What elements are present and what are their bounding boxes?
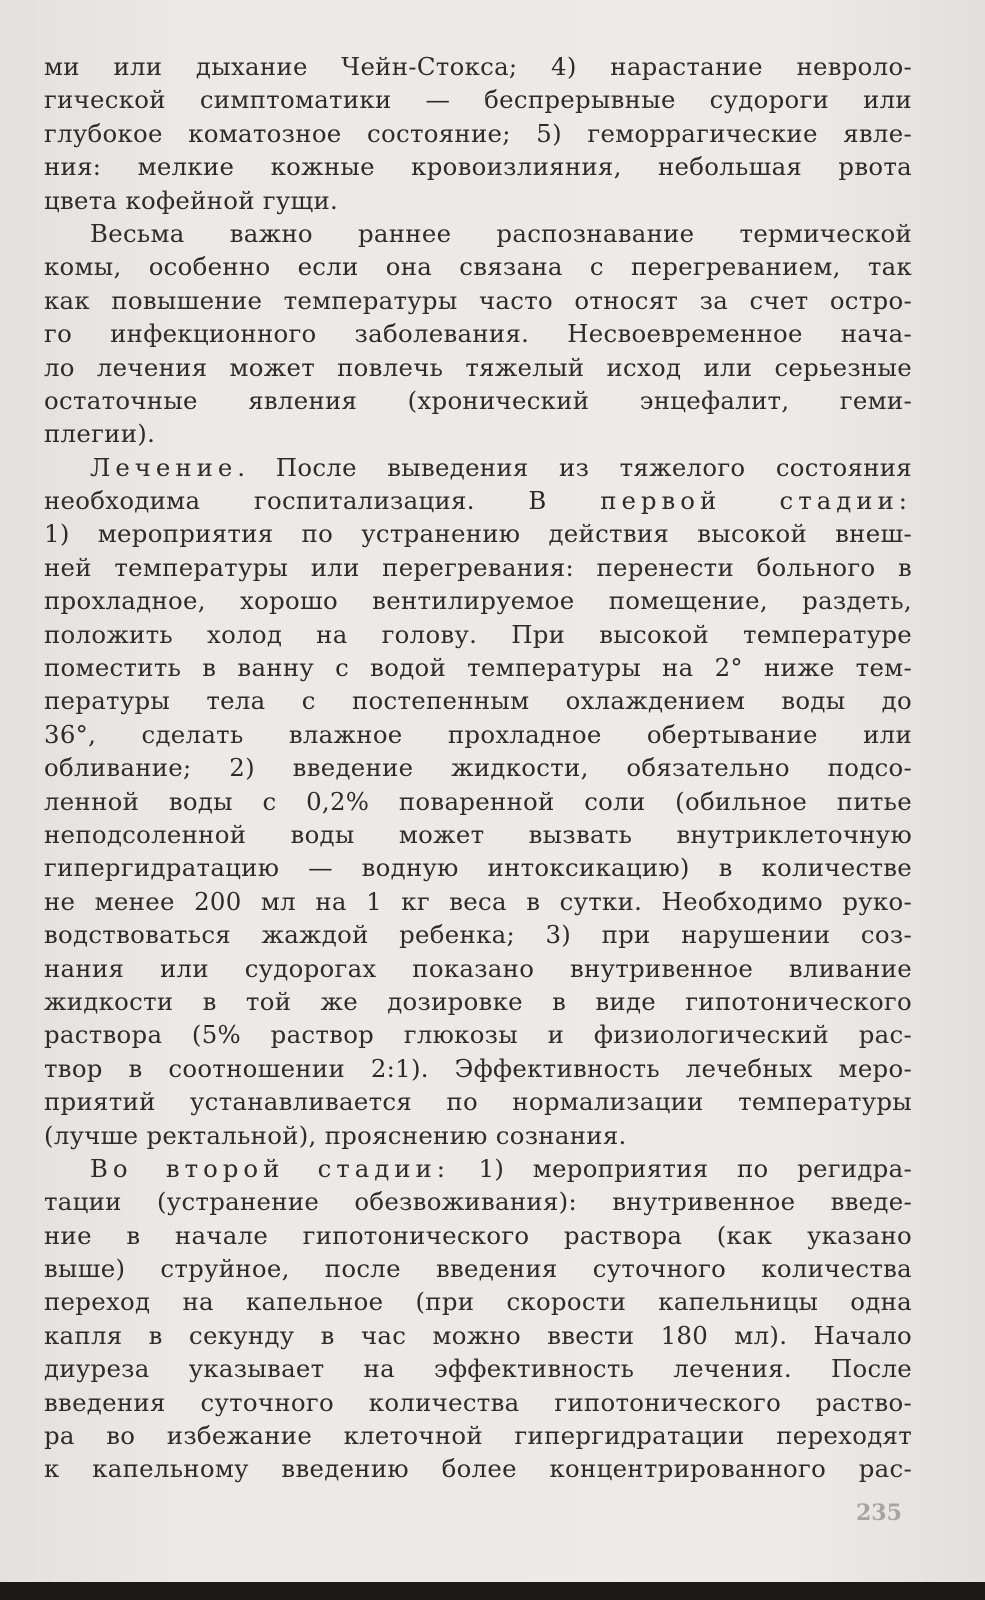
text-line: Весьма важно раннее распознавание термической	[90, 218, 912, 248]
text-line: капля в секунду в час можно ввести 180 мл). Начало	[44, 1320, 912, 1350]
text-line	[44, 451, 912, 484]
text-line: водствоваться жаждой ребенка; 3) при нарушении соз-	[44, 920, 912, 950]
paragraph-early-recognition	[44, 217, 912, 451]
text-line: прохладное, хорошо вентилируемое помещение, раздеть,	[44, 586, 912, 616]
text-run: необходима госпитализация. В	[44, 486, 601, 516]
text-line: положить холод на голову. При высокой температуре	[44, 619, 912, 649]
text-line	[44, 1152, 912, 1185]
text-line: поместить в ванну с водой температуры на 2° ниже тем-	[44, 653, 912, 683]
text-line: глубокое коматозное состояние; 5) геморрагические явле-	[44, 118, 912, 148]
text-line: ние в начале гипотонического раствора (как указано	[44, 1220, 912, 1250]
page-text	[44, 50, 912, 1486]
text-line: 1) мероприятия по устранению действия высокой внеш-	[44, 519, 912, 549]
text-run: 1) мероприятия по регидра-	[450, 1153, 912, 1183]
text-line: раствора (5% раствор глюкозы и физиологический рас-	[44, 1020, 912, 1050]
text-line: обливание; 2) введение жидкости, обязательно подсо-	[44, 753, 912, 783]
text-line: остаточные явления (хронический энцефалит, геми-	[44, 385, 912, 415]
text-run: . После выведения из тяжелого состояния	[237, 452, 912, 482]
paragraph-treatment	[44, 451, 912, 1152]
text-line: приятий устанавливается по нормализации температуры	[44, 1087, 912, 1117]
text-line: диуреза указывает на эффективность лечения. После	[44, 1354, 912, 1384]
text-line: жидкости в той же дозировке в виде гипотонического	[44, 986, 912, 1016]
text-line: ния: мелкие кожные кровоизлияния, небольшая рвота	[44, 152, 912, 182]
stage-heading-second: Во второй стадии:	[90, 1153, 451, 1183]
text-line: ленной воды с 0,2% поваренной соли (обильное питье	[44, 786, 912, 816]
text-line: плегии).	[44, 419, 156, 449]
section-heading-treatment: Лечение	[90, 452, 238, 482]
text-line: нания или судорогах показано внутривенное вливание	[44, 953, 912, 983]
text-line: гической симптоматики — беспрерывные судороги или	[44, 85, 912, 115]
text-line	[44, 484, 912, 517]
text-line: пературы тела с постепенным охлаждением воды до	[44, 686, 912, 716]
text-line: ней температуры или перегревания: перенести больного в	[44, 552, 912, 582]
scan-bottom-edge	[0, 1582, 985, 1600]
text-line: цвета кофейной гущи.	[44, 185, 339, 215]
text-line: введения суточного количества гипотонического раство-	[44, 1387, 912, 1417]
text-line: переход на капельное (при скорости капельницы одна	[44, 1287, 912, 1317]
text-line: ло лечения может повлечь тяжелый исход или серьезные	[44, 352, 912, 382]
text-line: не менее 200 мл на 1 кг веса в сутки. Необходимо руко-	[44, 886, 912, 916]
text-line: (лучше ректальной), прояснению сознания.	[44, 1120, 627, 1150]
text-line: гипергидратацию — водную интоксикацию) в количестве	[44, 853, 912, 883]
text-line: как повышение температуры часто относят за счет остро-	[44, 285, 912, 315]
text-line: комы, особенно если она связана с перегреванием, так	[44, 252, 912, 282]
text-line: 36°, сделать влажное прохладное обертывание или	[44, 719, 912, 749]
text-line: го инфекционного заболевания. Несвоевременное нача-	[44, 319, 912, 349]
text-line: тации (устранение обезвоживания): внутривенное введе-	[44, 1187, 912, 1217]
page-number: 235	[856, 1500, 902, 1526]
paragraph-second-stage	[44, 1152, 912, 1486]
paragraph-continuation	[44, 50, 912, 217]
text-line: выше) струйное, после введения суточного количества	[44, 1254, 912, 1284]
text-line: твор в соотношении 2:1). Эффективность лечебных меро-	[44, 1053, 912, 1083]
text-line: к капельному введению более концентрированного рас-	[44, 1454, 912, 1484]
text-line: неподсоленной воды может вызвать внутриклеточную	[44, 819, 912, 849]
text-line: ра во избежание клеточной гипергидратации переходят	[44, 1421, 912, 1451]
stage-heading-first: первой стадии:	[600, 486, 912, 516]
text-line: ми или дыхание Чейн-Стокса; 4) нарастание невроло-	[44, 52, 912, 81]
